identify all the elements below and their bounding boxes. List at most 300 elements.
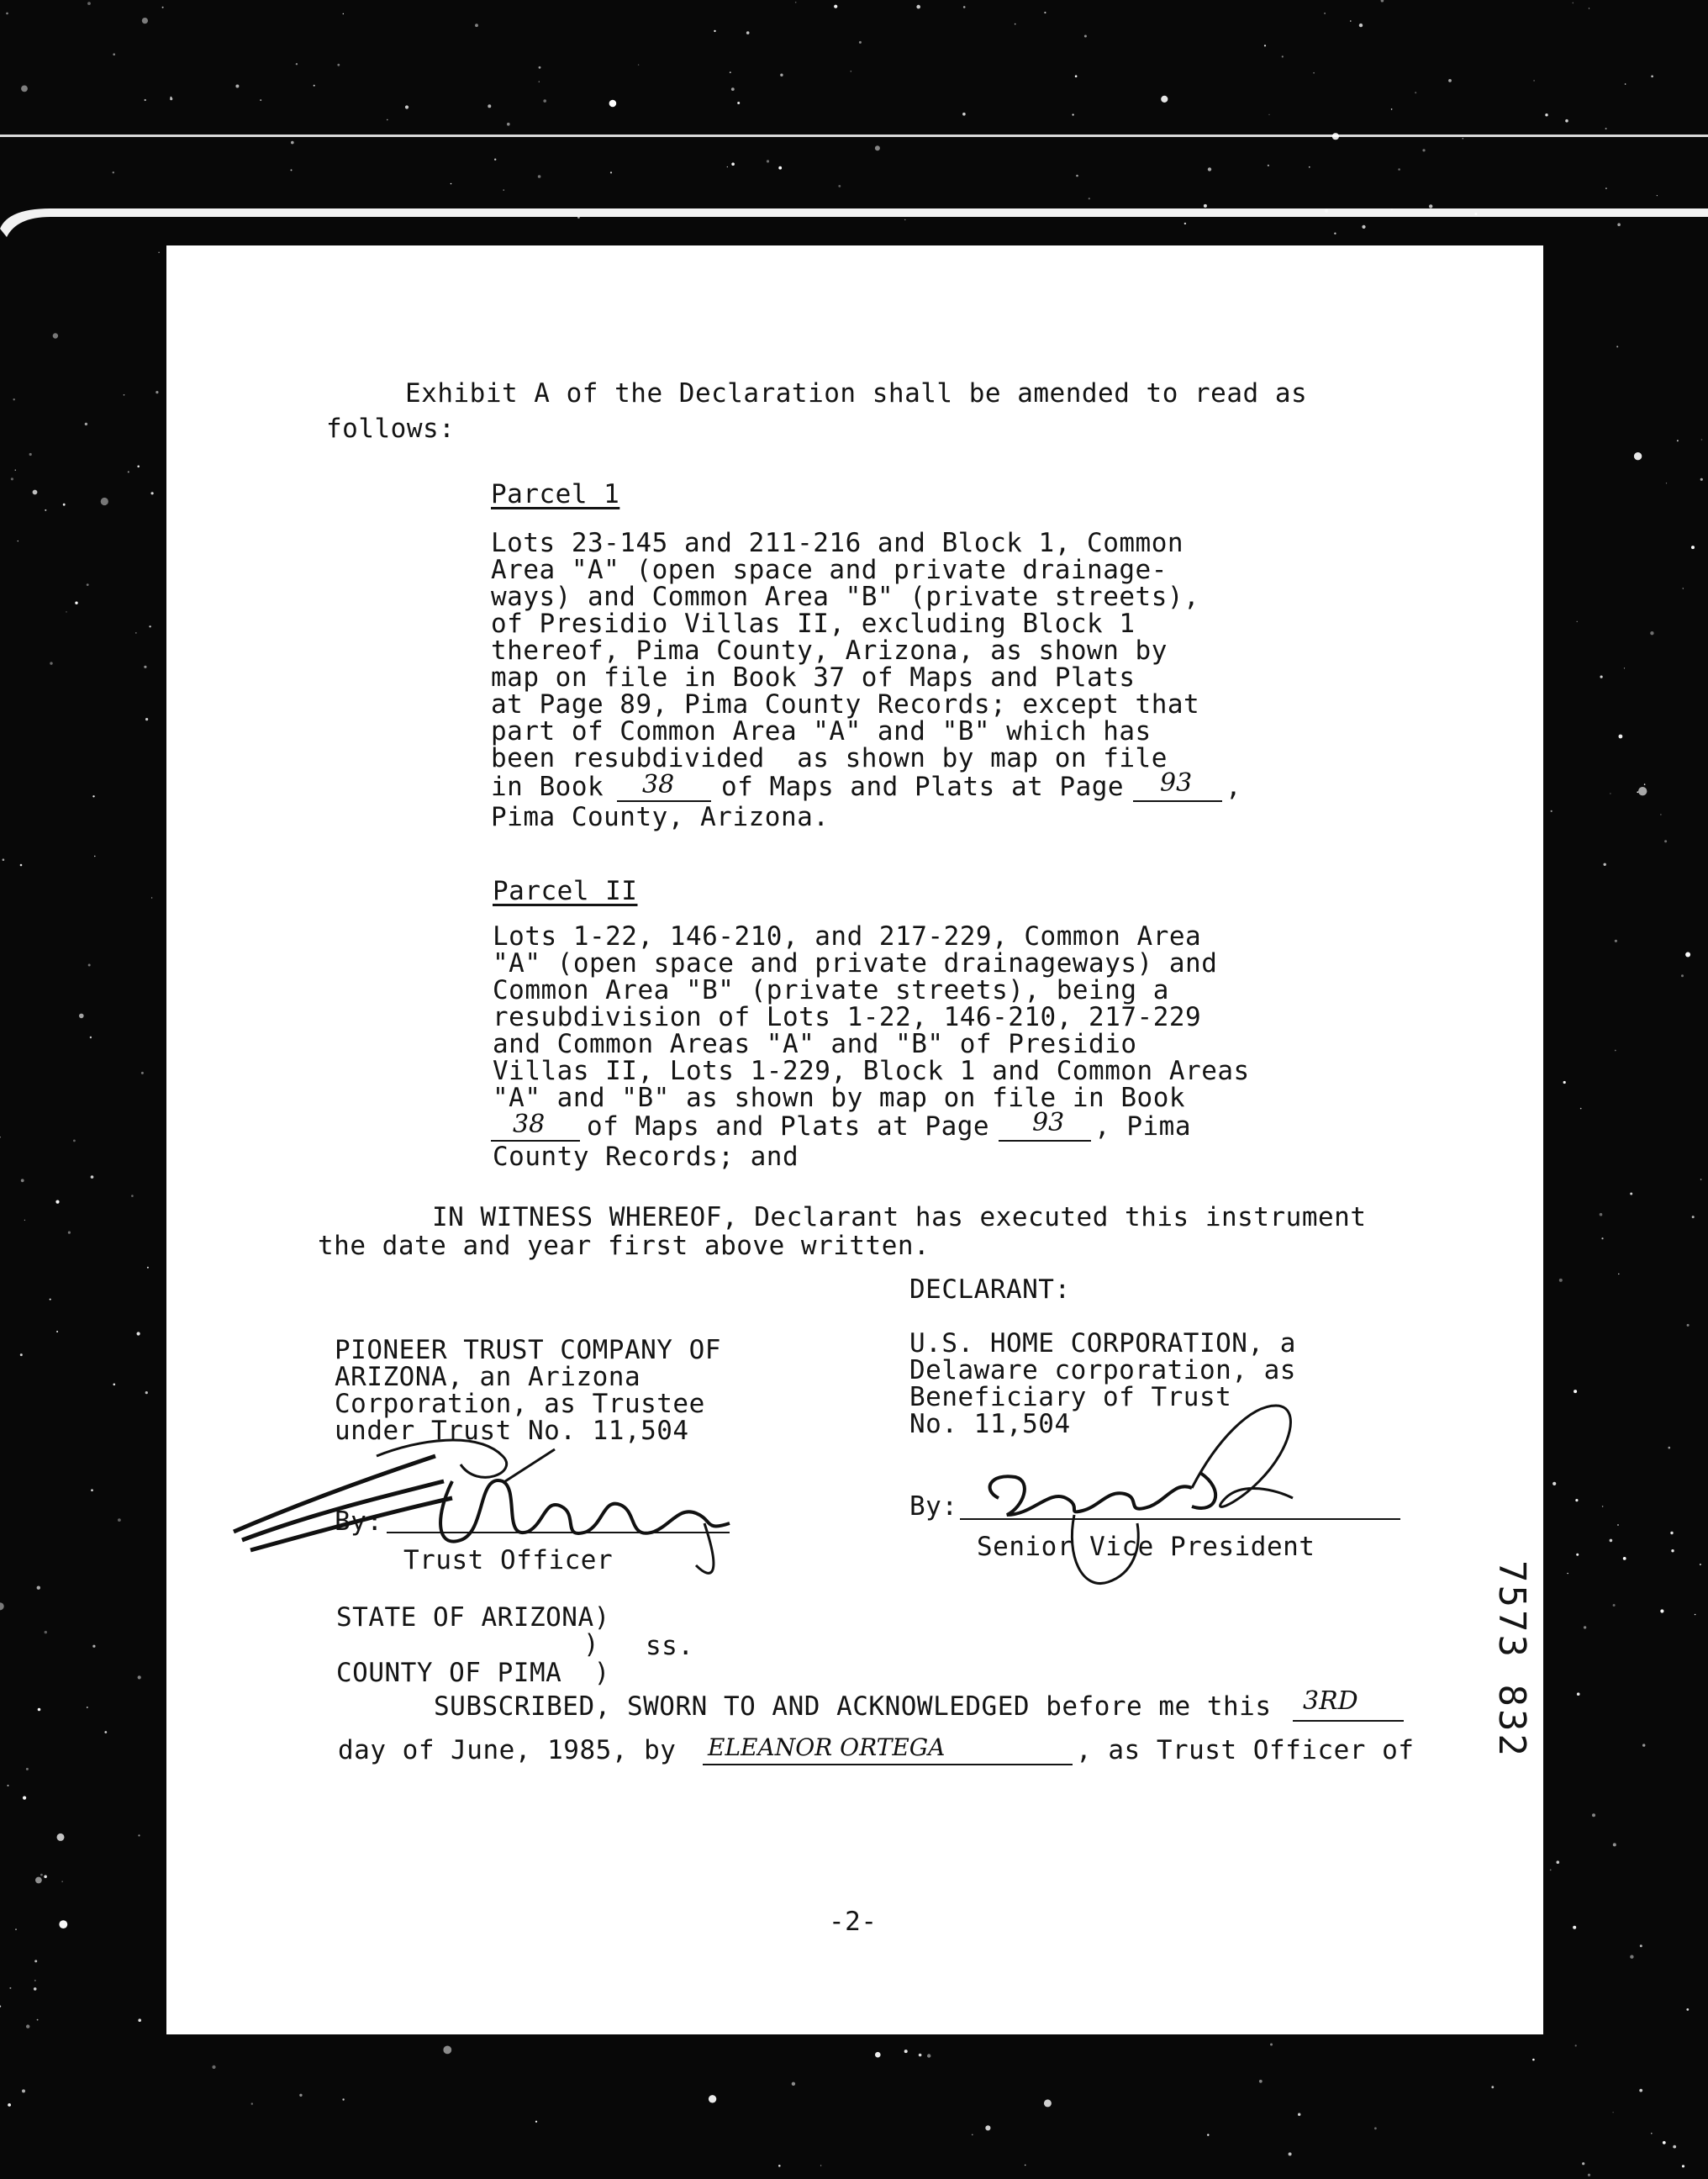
scan-speck [737,102,740,104]
scan-speck [23,1796,26,1800]
scan-speck [714,30,715,32]
scan-speck [291,169,293,171]
scan-speck [1422,149,1425,151]
scan-speck [291,141,294,145]
scan-speck [113,53,115,55]
scan-speck [1660,1609,1663,1612]
scan-speck [296,63,298,65]
scan-speck [87,2,91,5]
scan-speck [91,1175,94,1179]
scan-speck [1309,166,1310,168]
scan-speck [1313,72,1315,74]
parcel-2-line: Lots 1-22, 146-210, and 217-229, Common Area [493,921,1202,952]
parcel-1-line: map on file in Book 37 of Maps and Plats [491,662,1136,693]
scan-speck [1184,223,1186,224]
scan-speck [475,24,478,27]
scan-speck [1391,209,1392,210]
scan-speck [1324,13,1326,14]
ack-day-blank [1293,1720,1404,1722]
scan-speck [149,625,150,627]
scan-speck [137,466,140,468]
scan-speck [1044,2099,1052,2107]
scan-speck [1685,952,1690,958]
scan-speck [838,185,841,187]
venue-state: STATE OF ARIZONA) [336,1602,610,1633]
scan-speck [92,1645,95,1648]
scan-speck [904,219,905,220]
scan-speck [212,2066,215,2069]
scan-speck [55,1200,59,1204]
scan-speck [260,99,261,101]
scan-speck [1701,439,1703,441]
scan-speck [37,1586,40,1590]
scan-speck [1588,2174,1590,2176]
scan-speck [37,2019,39,2021]
scan-speck [962,113,966,116]
scan-speck [851,71,852,72]
scan-speck [1700,1564,1701,1565]
scan-speck [1670,1532,1673,1534]
scan-speck [1552,1482,1556,1485]
scan-speck [15,1928,17,1930]
scan-speck [927,2054,930,2057]
scan-speck [1268,114,1269,115]
scan-speck [1374,2127,1377,2129]
parcel-2-line: and Common Areas "A" and "B" of Presidio [493,1029,1137,1059]
scan-speck [1565,119,1568,123]
scan-speck [104,1731,107,1733]
scan-speck [535,2121,537,2123]
scan-speck [8,1785,9,1786]
scan-speck [539,66,541,69]
scan-speck [1391,108,1393,110]
scan-speck [1605,128,1607,129]
trustee-line: under Trust No. 11,504 [335,1416,689,1446]
parcel-2-line: resubdivision of Lots 1-22, 146-210, 217-229 [493,1002,1202,1032]
scan-speck [1563,1081,1566,1084]
scan-speck [21,86,28,92]
scan-speck [141,1072,144,1074]
ack-name-value: ELEANOR ORTEGA [708,1733,946,1761]
scan-speck [1474,213,1477,215]
parcel-1-line: of Presidio Villas II, excluding Block 1 [491,609,1136,639]
scan-speck [1075,75,1078,77]
scan-speck [792,2082,795,2086]
scan-speck [1298,2113,1300,2116]
scan-speck [1602,1506,1604,1507]
scan-speck [57,1833,65,1841]
scan-speck [1362,225,1365,229]
parcel-1-book-middle: of Maps and Plats at Page [721,772,1125,802]
scan-speck [45,509,46,511]
parcel-1-heading: Parcel 1 [491,479,620,509]
scan-speck [124,394,125,396]
scan-speck [1692,1216,1695,1218]
scan-speck [50,662,52,664]
scan-speck [985,2125,990,2130]
scan-speck [1580,1108,1582,1110]
scan-speck [1671,1549,1674,1552]
scan-speck [1664,840,1667,842]
scan-speck [90,1037,92,1038]
scan-speck [1657,195,1658,196]
scan-speck [68,1232,71,1234]
scan-speck [0,1602,4,1610]
parcel-1-book-prefix: in Book [491,772,604,802]
parcel-2-book-value: 38 [513,1110,546,1139]
scan-speck [1463,138,1464,140]
scan-speck [62,1881,63,1882]
scan-speck [73,1140,76,1142]
parcel-1-line: thereof, Pima County, Arizona, as shown by [491,636,1168,666]
scan-speck [731,162,735,166]
scan-speck [1532,2059,1535,2061]
scan-speck [145,99,146,101]
scan-speck [145,1391,148,1394]
venue-ss: ss. [646,1631,694,1661]
trustee-line: ARIZONA, an Arizona [335,1362,641,1392]
scan-speck [1207,2134,1209,2135]
scan-speck [1076,175,1078,177]
scan-speck [1617,1524,1619,1526]
scan-speck [21,1179,24,1182]
venue-county: COUNTY OF PIMA ) [336,1658,610,1688]
beneficiary-signature [973,1389,1326,1607]
scan-speck [34,1980,36,1981]
scan-speck [342,2098,344,2100]
parcel-2-book-middle: of Maps and Plats at Page [587,1111,990,1142]
scan-speck [1584,1626,1586,1628]
scan-speck [538,175,541,178]
scan-speck [1651,2133,1653,2134]
scan-speck [0,2006,1,2008]
scan-speck [1415,92,1416,93]
parcel-2-book-suffix: , Pima [1094,1111,1191,1142]
scan-speck [778,2165,781,2167]
parcel-1-line: been resubdivided as shown by map on file [491,743,1168,773]
scan-speck [1429,204,1432,208]
scan-speck [38,1708,41,1712]
scan-speck [6,13,8,15]
beneficiary-line: Delaware corporation, as [909,1355,1296,1385]
ack-name-blank [703,1764,1073,1765]
scan-speck [118,1518,121,1522]
scan-speck [795,2,797,3]
scan-speck [343,13,344,14]
scan-speck [1601,1237,1603,1239]
scan-speck [1615,940,1617,942]
scan-speck [1638,787,1647,795]
scan-speck [1359,24,1363,27]
scan-speck [1577,1692,1580,1696]
scan-speck [251,2102,253,2104]
scan-speck [88,964,91,967]
scan-speck [1545,113,1547,116]
scan-speck [147,1267,149,1269]
scan-speck [1668,1447,1671,1449]
scan-speck [35,1877,42,1884]
scan-speck [1264,45,1266,46]
scan-speck [577,216,580,219]
scan-speck [138,1675,141,1679]
scan-speck [1551,810,1552,812]
scan-speck [144,666,146,668]
scan-speck [1574,1390,1577,1393]
scan-speck [1637,791,1638,793]
scan-speck [638,64,639,65]
scan-speck [1660,814,1661,815]
scan-speck [1325,209,1328,213]
ack-line-2-prefix: day of June, 1985, by [338,1735,677,1765]
parcel-1-book-suffix: , [1226,772,1242,802]
scan-speck [1610,1539,1613,1543]
scan-speck [1624,667,1625,668]
parcel-1-page-value: 93 [1160,768,1193,798]
scan-speck [171,97,172,98]
scan-speck [34,1987,37,1991]
scan-speck [1575,1499,1578,1501]
scan-speck [1613,2112,1614,2113]
parcel-2-line: Common Area "B" (private streets), being a [493,975,1169,1005]
document-page [166,245,1543,2034]
scan-speck [1640,1944,1642,1947]
ack-line-2-suffix: , as Trust Officer of [1076,1735,1415,1765]
scan-speck [610,171,612,173]
scan-speck [875,145,880,150]
intro-line-2: follows: [326,414,456,444]
scan-speck [1576,1554,1579,1556]
scan-speck [780,74,783,77]
scan-speck [87,1707,88,1708]
scan-speck [488,104,491,108]
scan-speck [1625,83,1626,85]
scan-speck [963,6,966,8]
scan-speck [1642,1744,1645,1746]
scan-speck [92,795,94,797]
scan-speck [767,160,769,162]
scan-speck [131,1195,134,1197]
scan-speck [63,504,66,506]
scan-speck [33,490,38,495]
scan-speck [156,391,158,393]
scan-speck [9,1987,11,1989]
scan-speck [26,1768,29,1770]
scan-speck [1282,55,1284,57]
ack-line-1: SUBSCRIBED, SWORN TO AND ACKNOWLEDGED before me this [434,1691,1272,1722]
scan-speck [451,183,452,185]
scan-speck [1084,35,1087,38]
scan-speck [1639,2089,1642,2092]
scan-speck [1208,167,1211,171]
scan-speck [94,856,95,857]
scan-speck [746,31,750,34]
scan-speck [1700,478,1703,481]
witness-line-1: IN WITNESS WHEREOF, Declarant has executed this instrument [432,1202,1367,1232]
venue-paren: ) [583,1629,600,1659]
scan-speck [1616,346,1618,347]
scan-speck [1681,974,1684,977]
scan-speck [1044,12,1046,13]
scan-speck [1204,204,1207,208]
scan-speck [34,1960,37,1962]
scan-speck [162,7,164,8]
scan-speck [1350,20,1352,22]
scan-speck [1573,1926,1576,1929]
scan-speck [138,1834,140,1836]
scan-speck [91,1489,93,1491]
parcel-1-page-blank [1133,800,1222,802]
scan-speck [20,864,23,867]
parcel-1-line: ways) and Common Area "B" (private streets), [491,582,1200,612]
scan-speck [731,87,735,91]
scan-speck [1259,2080,1263,2083]
scan-speck [820,2165,821,2166]
parcel-1-line: at Page 89, Pima County Records; except that [491,689,1200,720]
scan-speck [609,100,617,108]
scan-speck [1334,233,1336,235]
scan-speck [1015,24,1016,25]
scan-speck [1592,1813,1595,1817]
scan-speck [543,99,546,103]
parcel-1-last-line: Pima County, Arizona. [491,802,830,832]
scan-speck [15,470,16,471]
scan-speck [919,2054,922,2057]
scan-speck [151,492,154,494]
scan-speck [1686,2008,1689,2011]
scan-speck [1025,2165,1026,2166]
scan-speck [730,71,731,73]
scan-speck [1682,2165,1684,2167]
scan-speck [727,166,728,167]
scan-speck [26,2024,29,2028]
scan-speck [916,5,920,9]
scan-speck [1613,1604,1616,1607]
scan-speck [1557,1860,1560,1864]
scan-speck [8,2103,11,2107]
parcel-2-last-line: County Records; and [493,1142,799,1172]
scan-speck [1623,1557,1626,1560]
scan-speck [405,105,409,108]
scan-speck [128,471,129,472]
scan-speck [40,1874,43,1876]
declarant-label: DECLARANT: [909,1274,1071,1305]
scan-speck [1089,198,1090,199]
intro-line-1: Exhibit A of the Declaration shall be amended to read as [405,378,1308,409]
scan-speck [1161,96,1168,103]
top-scan-line [0,135,1708,137]
scan-speck [113,171,114,173]
scan-speck [1613,1843,1616,1846]
scan-speck [151,897,152,898]
scan-speck [53,333,58,338]
scan-speck [137,1332,140,1335]
scan-speck [1695,1614,1696,1616]
scan-speck [1268,165,1269,166]
beneficiary-by-label: By: [909,1491,958,1522]
scan-speck [1600,1213,1603,1216]
scan-speck [1491,2086,1494,2088]
scan-speck [22,2089,25,2092]
parcel-2-line: "A" (open space and private drainageways) and [493,948,1218,979]
scan-speck [1559,1279,1563,1282]
scan-speck [1550,1870,1552,1871]
scan-speck [142,18,148,24]
scan-speck [79,1014,84,1019]
scan-speck [1691,546,1695,549]
scan-speck [709,2095,716,2102]
scan-speck [1634,452,1642,460]
scan-speck [443,2046,451,2055]
parcel-1-book-value: 38 [642,770,675,799]
scan-speck [50,1299,51,1301]
scan-speck [20,1353,23,1356]
parcel-2-heading: Parcel II [493,876,638,906]
scan-speck [235,85,239,88]
scan-speck [1398,168,1400,171]
scan-speck [1600,676,1603,678]
scan-speck [507,123,510,126]
scan-speck [1573,3,1574,4]
scan-speck [1582,2162,1584,2165]
scan-speck [158,252,159,253]
parcel-2-line: "A" and "B" as shown by map on file in Book [493,1083,1186,1113]
scan-speck [1630,1193,1632,1195]
scan-speck [11,477,13,480]
scan-edge-line [0,208,1708,237]
scan-speck [1673,2145,1676,2149]
scan-speck [113,1384,116,1386]
scan-speck [314,85,315,87]
scan-speck [24,1220,25,1221]
scan-speck [503,189,504,190]
scan-speck [337,64,340,66]
scan-speck [1567,1573,1568,1574]
scan-speck [875,2052,881,2058]
scan-speck [1617,223,1621,226]
scan-speck [13,398,15,400]
trustee-line: Corporation, as Trustee [335,1389,705,1419]
scan-speck [101,498,108,505]
beneficiary-line: Beneficiary of Trust [909,1382,1232,1412]
scan-speck [1533,80,1535,82]
scan-speck [1650,631,1653,635]
beneficiary-line: No. 11,504 [909,1409,1071,1439]
beneficiary-title: Senior Vice President [977,1532,1315,1562]
ack-day-value: 3RD [1303,1686,1358,1716]
scan-speck [1575,2044,1577,2046]
trustee-title: Trust Officer [403,1545,614,1575]
scan-speck [1604,863,1606,866]
scan-speck [135,632,137,634]
scan-speck [834,5,837,8]
parcel-1-line: part of Common Area "A" and "B" which has [491,716,1152,747]
scan-speck [1270,2044,1273,2046]
scan-speck [299,2094,302,2097]
scan-speck [45,1631,47,1633]
scan-speck [859,41,862,44]
scan-speck [1577,621,1578,622]
scan-speck [59,1920,67,1928]
scan-speck [1630,1955,1633,1959]
scan-speck [29,453,32,456]
scan-speck [1073,113,1074,115]
scan-speck [494,159,496,161]
scan-speck [1615,1050,1616,1052]
beneficiary-line: U.S. HOME CORPORATION, a [909,1328,1296,1359]
scan-speck [778,166,782,170]
scan-speck [87,583,89,586]
scan-speck [1677,440,1679,441]
